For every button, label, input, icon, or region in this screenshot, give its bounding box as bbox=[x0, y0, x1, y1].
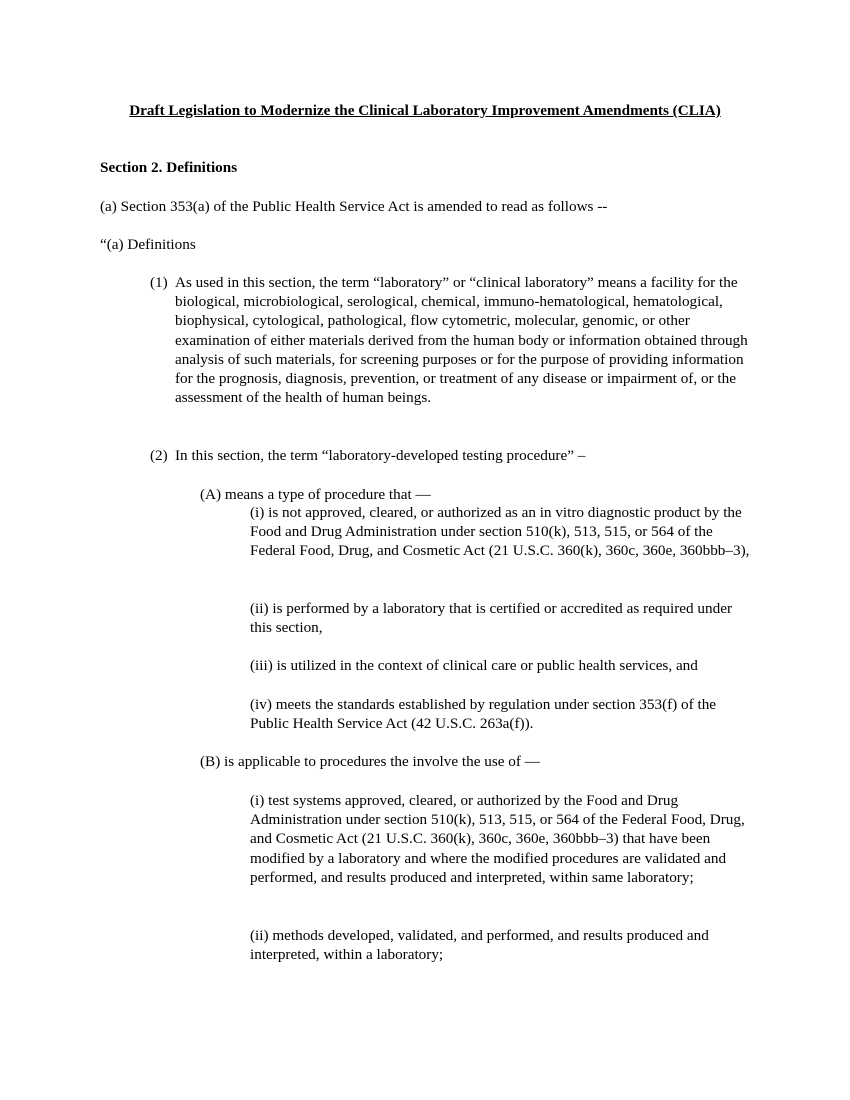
document-title: Draft Legislation to Modernize the Clinical Laboratory Improvement Amendments (CLIA) bbox=[129, 102, 721, 119]
item-text: As used in this section, the term “laboratory” or “clinical laboratory” means a facility for the biological, microbiological, serological, chemical, immuno-hematological, hematological, biophysical, cytological, pathological, flow cytometric, molecular, genomic, or other examination of either materials derived from the human body or information obtained through analysis of such materials, for screening purposes or for the purpose of providing information for the prognosis, diagnosis, prevention, or treatment of any disease or impairment of, or the assessment of the health of human beings. bbox=[175, 274, 748, 407]
clause-b-i: (i) test systems approved, cleared, or authorized by the Food and Drug Administration under section 510(k), 513, 515, or 564 of the Federal Food, Drug, and Cosmetic Act (21 U.S.C. 360(k), 360c, 360e, 360bbb–3) that have been modified by a laboratory and where the modified procedures are validated and performed, and results produced and interpreted, within same laboratory; bbox=[250, 792, 745, 886]
clause-a-iv: (iv) meets the standards established by regulation under section 353(f) of the Public Health Service Act (42 U.S.C. 263a(f)). bbox=[250, 696, 717, 733]
clause-a-lead: (A) means a type of procedure that — bbox=[200, 486, 431, 503]
intro-paragraph: (a) Section 353(a) of the Public Health Service Act is amended to read as follows -- bbox=[100, 198, 608, 215]
item-number: (2) bbox=[150, 447, 168, 464]
clause-a-ii: (ii) is performed by a laboratory that is certified or accredited as required under this section, bbox=[250, 600, 732, 637]
definition-item-1 bbox=[150, 273, 760, 433]
clause-a-i: (i) is not approved, cleared, or authorized as an in vitro diagnostic product by the Food and Drug Administration under section 510(k), 513, 515, or 564 of the Federal Food, Drug, and Cosmetic Act (21 U.S.C. 360(k), 360c, 360e, 360bbb–3), bbox=[250, 504, 750, 560]
definition-item-2 bbox=[150, 446, 760, 466]
clause-a-iii: (iii) is utilized in the context of clinical care or public health services, and bbox=[250, 657, 698, 674]
item-number: (1) bbox=[150, 274, 168, 291]
clause-b-ii: (ii) methods developed, validated, and performed, and results produced and interpreted, within a laboratory; bbox=[250, 927, 709, 964]
section-heading: Section 2. Definitions bbox=[100, 159, 238, 176]
subsection-label: “(a) Definitions bbox=[100, 236, 196, 253]
item-text: In this section, the term “laboratory-developed testing procedure” – bbox=[175, 447, 586, 464]
clause-b-lead: (B) is applicable to procedures the involve the use of — bbox=[200, 753, 540, 770]
